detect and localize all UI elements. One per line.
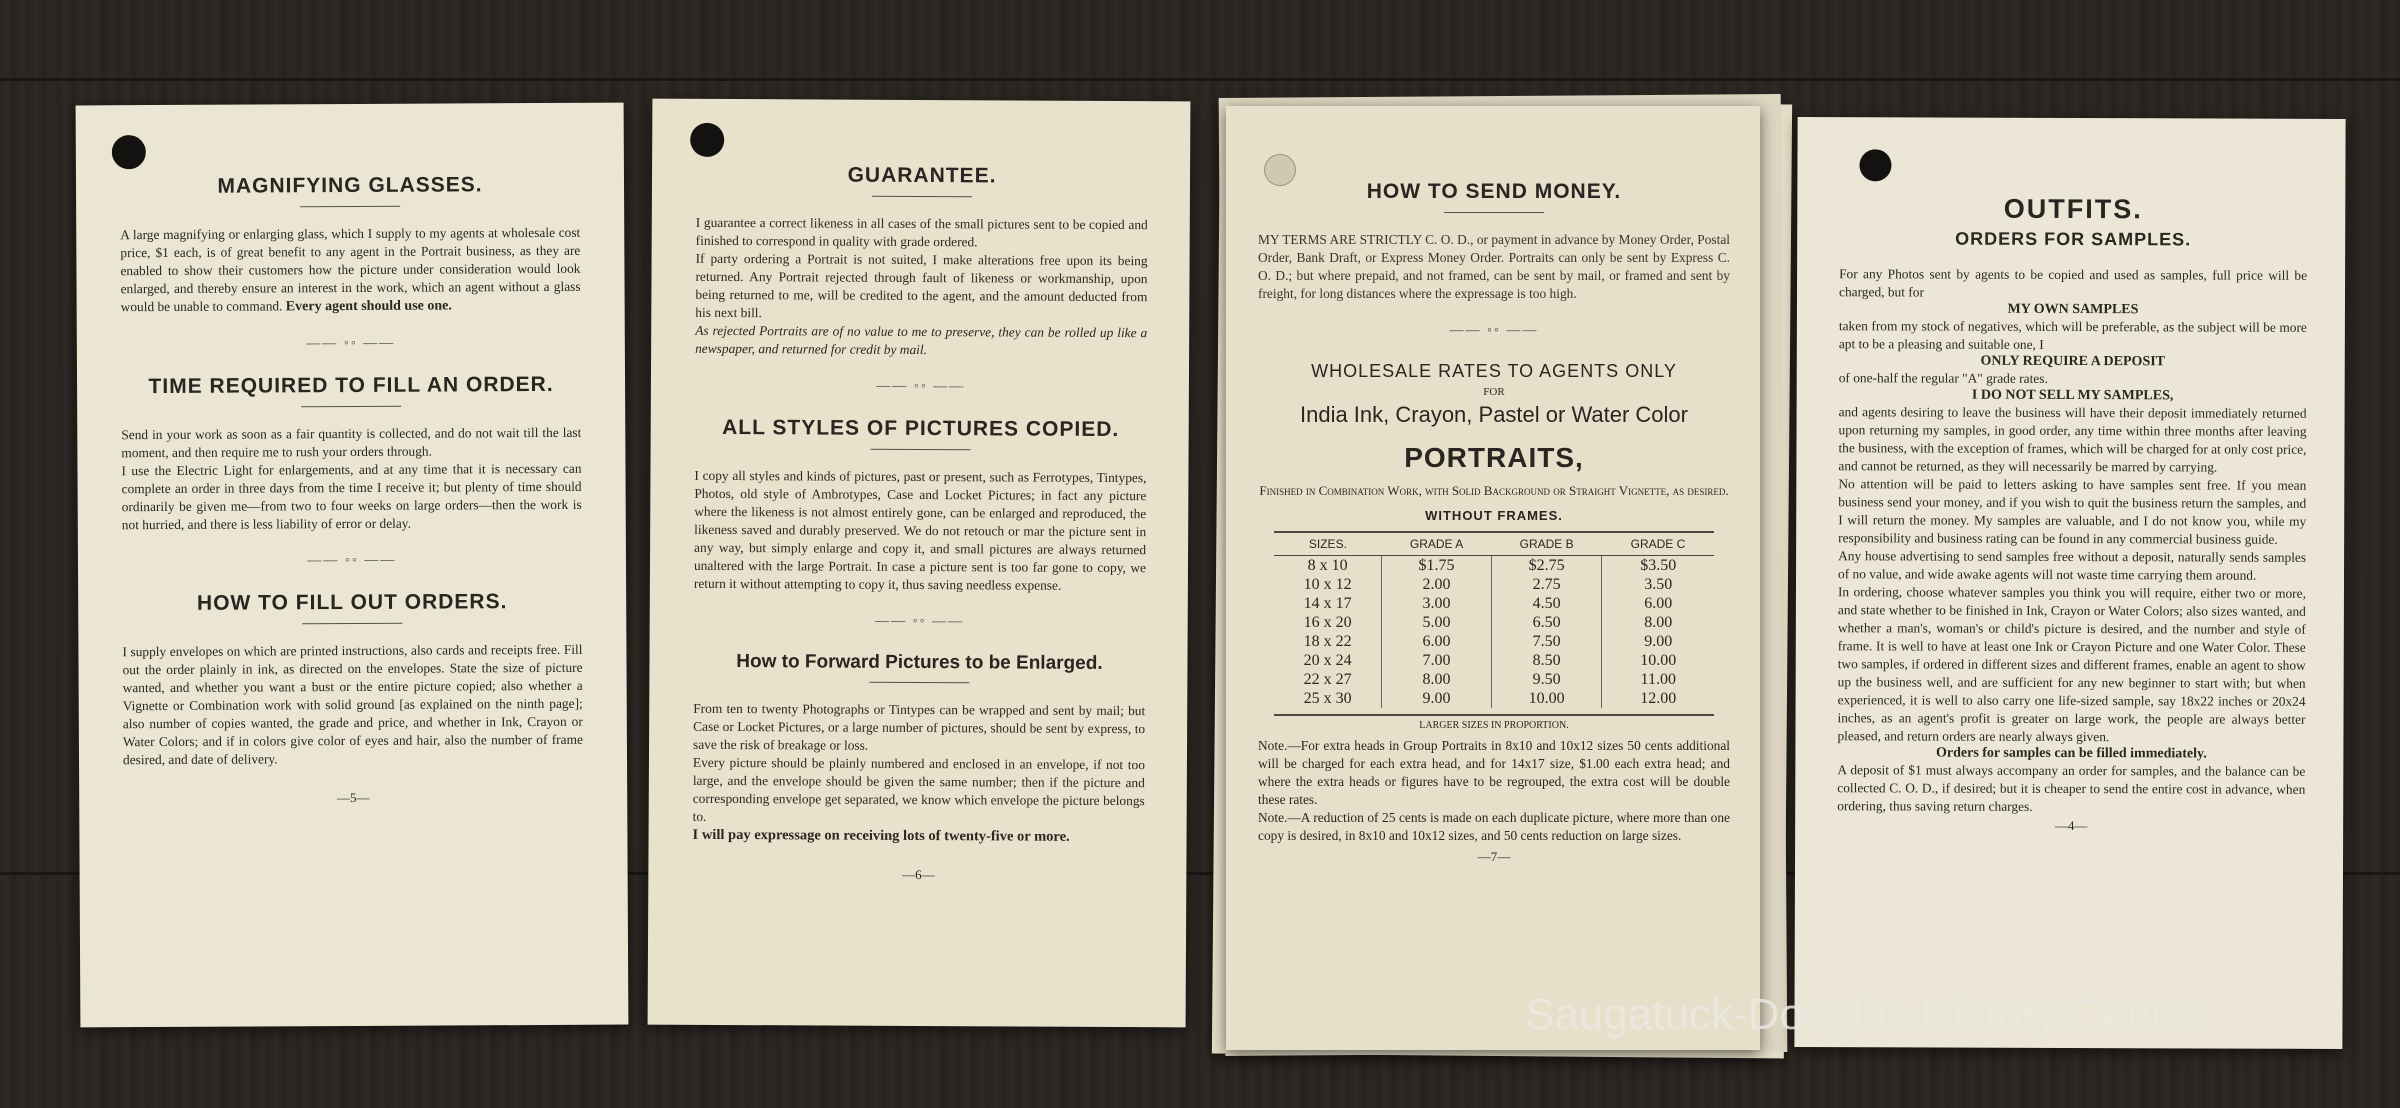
samples-text-7: In ordering, choose whatever samples you think you will require, either two or more, and state whether to be finished in Ink, Crayon or Water Colors; also sizes wanted, and whether a man's, woman's or child's picture is desired, and the number and style of frame. It is well to have at least one Ink or Crayon Picture and one Water Color. These two samples, if ordered in different sizes and different frames, enable an agent to show up the business well, and are sufficient for any new beginner to start with; but when experienced, it is well to also carry one life-sized sample, say 18x22 inches or 20x24 inches, as an agent's profit is greater on large work, the people are always better pleased, and return orders are nearly always given.: [1837, 584, 2306, 745]
wholesale-rates-heading: WHOLESALE RATES TO AGENTS ONLY: [1311, 361, 1677, 381]
for-label: FOR: [1483, 386, 1505, 398]
table-cell: $2.75: [1491, 556, 1602, 576]
ornament: —— ◦◦ ——: [307, 552, 397, 569]
divider: [872, 196, 972, 198]
ornament: —— ◦◦ ——: [306, 335, 396, 352]
table-cell: 20 x 24: [1303, 652, 1352, 669]
watermark: Saugatuck-Douglas History Center: [1525, 990, 2203, 1039]
table-row: [1274, 613, 1714, 632]
without-frames-label: WITHOUT FRAMES.: [1425, 508, 1563, 523]
col-header-grade-b: GRADE B: [1491, 532, 1602, 556]
divider: [300, 206, 400, 208]
table-cell: 10.00: [1602, 651, 1714, 670]
guarantee-text-2: If party ordering a Portrait is not suited, I make alterations free upon its being returned. Any Portrait rejected through fault of likeness or workmanship, upon being returned to me, will be credited to the agent, and the amount deducted from his next bill.: [695, 250, 1148, 321]
portraits-heading: PORTRAITS,: [1404, 442, 1584, 473]
rates-table: [1274, 531, 1714, 708]
forward-pictures-text-2: Every picture should be plainly numbered and enclosed in an envelope, if not too large, and the envelope should be given the same number; then if the picture and corresponding envelope get separated, we know which envelope the picture belongs to.: [692, 754, 1145, 824]
punch-hole: [1859, 149, 1891, 181]
table-cell: 10 x 12: [1303, 576, 1352, 593]
own-samples-label: MY OWN SAMPLES: [2007, 301, 2139, 318]
styles-copied-text: I copy all styles and kinds of pictures, past or present, such as Ferrotypes, Tintypes, Photos, old style of Ambrotypes, Case and Locket Pictures; in fact any picture where the likeness is not almost entirely gone, can be enlarged and reproduced, the likeness saved and durably preserved. We do not retouch or mar the picture sent in any way, but simply enlarge and copy it, and small pictures are always returned unaltered with the large Portrait. In case a picture sent is too far gone to copy, we return it without attempting to copy it, thus saving needless expense.: [693, 467, 1147, 593]
send-money-text: MY TERMS ARE STRICTLY C. O. D., or payment in advance by Money Order, Postal Order, Bank Draft, or Express Money Order. Portraits can only be sent by Express C. O. D.; but where prepaid, and not framed, can be sent by mail, or framed and sent by freight, for long distances where the expressage is too high.: [1258, 232, 1730, 301]
page-number: —7—: [1477, 849, 1511, 864]
table-cell: 6.00: [1382, 632, 1491, 651]
table-cell: 8 x 10: [1307, 557, 1348, 574]
time-required-text-2: I use the Electric Light for enlargements, and at any time that it is necessary can complete an order in three days from the time I receive it; but plenty of time should ordinarily be given me—from two to four weeks on large orders—then the work is not hurried, and there is less liability of error or delay.: [121, 460, 582, 533]
samples-text-1: For any Photos sent by agents to be copied and used as samples, full price will be charged, but for: [1838, 266, 2308, 300]
table-cell: 9.00: [1382, 689, 1491, 708]
table-cell: 9.50: [1491, 670, 1602, 689]
divider: [869, 682, 969, 684]
divider: [1444, 212, 1544, 213]
samples-text-8: A deposit of $1 must always accompany an order for samples, and the balance can be collected C. O. D., if desired; but it is cheaper to send the entire cost in advance, when ordering, thus saving return charges.: [1837, 762, 2306, 814]
ornament: —— ◦◦ ——: [1449, 323, 1539, 338]
do-not-sell-label: I DO NOT SELL MY SAMPLES,: [1971, 387, 2174, 404]
table-cell: 9.00: [1602, 632, 1714, 651]
table-cell: 5.00: [1382, 613, 1491, 632]
note-extra-heads: Note.—For extra heads in Group Portraits in 8x10 and 10x12 sizes 50 cents additional will be charged for each extra head, and for 14x17 size, $1.00 each extra head; and where the extra heads or figures have to be regrouped, the extra cost will be double these rates.: [1258, 738, 1730, 807]
deposit-label: ONLY REQUIRE A DEPOSIT: [1980, 353, 2166, 370]
table-cell: 22 x 27: [1303, 671, 1352, 688]
table-cell: 7.00: [1382, 651, 1491, 670]
table-header-row: [1274, 532, 1714, 556]
guarantee-heading: GUARANTEE.: [847, 163, 997, 188]
table-cell: 6.00: [1602, 594, 1714, 613]
table-row: [1274, 632, 1714, 651]
table-row: [1274, 689, 1714, 708]
table-cell: 3.50: [1602, 575, 1714, 594]
punch-hole: [1264, 154, 1296, 186]
table-cell: 10.00: [1491, 689, 1602, 708]
orders-samples-heading: ORDERS FOR SAMPLES.: [1955, 228, 2192, 250]
forward-pictures-text-1: From ten to twenty Photographs or Tintypes can be wrapped and sent by mail; but Case or Locket Pictures, or a large number of pictures, should be sent by express, to save the risk of breakage or loss.: [693, 700, 1146, 753]
divider: [301, 406, 401, 408]
plank-seam: [0, 78, 2400, 81]
note-duplicate: Note.—A reduction of 25 cents is made on each duplicate picture, where more than one copy is desired, in 8x10 and 10x12 sizes, and 50 cents reduction on large sizes.: [1258, 810, 1730, 843]
punch-hole: [690, 123, 724, 157]
expressage-text: I will pay expressage on receiving lots of twenty-five or more.: [692, 826, 1070, 845]
time-required-heading: TIME REQUIRED TO FILL AN ORDER.: [148, 372, 554, 399]
table-cell: 3.00: [1382, 594, 1491, 613]
table-cell: 2.75: [1491, 575, 1602, 594]
table-cell: 4.50: [1491, 594, 1602, 613]
send-money-heading: HOW TO SEND MONEY.: [1366, 180, 1622, 203]
table-cell: 8.50: [1491, 651, 1602, 670]
samples-text-4: and agents desiring to leave the business will have their deposit immediately returned upon returning my samples, in good order, any time within three months after leaving the business, with the exception of frames, which will be charged for at only cost price, and cannot be returned, as they will necessarily be marred by carrying.: [1838, 404, 2307, 475]
time-required-text-1: Send in your work as soon as a fair quantity is collected, and do not wait till the last moment, and then require me to rush your orders through.: [121, 424, 582, 461]
table-row: [1274, 575, 1714, 594]
larger-sizes-note: LARGER SIZES IN PROPORTION.: [1274, 714, 1714, 731]
table-row: [1274, 594, 1714, 613]
table-cell: 6.50: [1491, 613, 1602, 632]
page-7: [1226, 106, 1760, 1050]
table-cell: 8.00: [1602, 613, 1714, 632]
table-row: [1274, 670, 1714, 689]
ornament: —— ◦◦ ——: [875, 613, 965, 630]
page-5: [76, 103, 629, 1028]
table-cell: 12.00: [1602, 689, 1714, 708]
table-cell: 18 x 22: [1303, 633, 1352, 650]
fill-orders-heading: HOW TO FILL OUT ORDERS.: [196, 590, 508, 615]
table-cell: 8.00: [1382, 670, 1491, 689]
filled-immediately-label: Orders for samples can be filled immediately.: [1935, 745, 2207, 762]
styles-copied-heading: ALL STYLES OF PICTURES COPIED.: [722, 415, 1120, 442]
outfits-heading: OUTFITS.: [2003, 193, 2143, 225]
samples-text-3: of one-half the regular "A" grade rates.: [1838, 370, 2048, 386]
magnifying-glasses-heading: MAGNIFYING GLASSES.: [217, 173, 483, 198]
magnifying-glasses-text: A large magnifying or enlarging glass, which I supply to my agents at wholesale cost price, $1 each, is of great benefit to any agent in the Portrait business, as they are enabled to show their customers how the picture under consideration would look enlarged, and thereby ensure an interest in the work, which an agent without a glass would be unable to command. Every agent should use one.: [120, 224, 581, 315]
page-number: —4—: [2054, 817, 2088, 834]
media-heading: India Ink, Crayon, Pastel or Water Color: [1299, 402, 1688, 427]
samples-text-2: taken from my stock of negatives, which will be preferable, as the subject will be more apt to be a pleasing and suitable one, I: [1838, 318, 2307, 352]
page-number: —5—: [336, 789, 370, 806]
page-6: [648, 99, 1191, 1028]
page-4: [1794, 117, 2345, 1049]
divider: [871, 449, 971, 451]
table-cell: 7.50: [1491, 632, 1602, 651]
col-header-sizes: SIZES.: [1274, 532, 1382, 556]
col-header-grade-c: GRADE C: [1602, 532, 1714, 556]
table-cell: 25 x 30: [1303, 690, 1352, 707]
table-row: [1274, 556, 1714, 576]
samples-text-6: Any house advertising to send samples free without a deposit, naturally sends samples of no value, and wide awake agents will not waste time carrying them around.: [1838, 548, 2307, 583]
col-header-grade-a: GRADE A: [1382, 532, 1491, 556]
punch-hole: [112, 135, 146, 169]
samples-text-5: No attention will be paid to letters asking to have samples sent free. If you mean business send your money, and if you wish to quit the business return the samples, and I will return the money. My samples are valuable, and I do not know you, while my responsibility and business rating can be found in any commercial business guide.: [1838, 476, 2307, 547]
guarantee-text-3: As rejected Portraits are of no value to me to preserve, they can be rolled up like a newspaper, and returned for credit by mail.: [695, 322, 1148, 358]
table-cell: 14 x 17: [1303, 595, 1352, 612]
guarantee-text-1: I guarantee a correct likeness in all cases of the small pictures sent to be copied and finished to correspond in quality with grade ordered.: [695, 214, 1148, 250]
table-cell: 2.00: [1382, 575, 1491, 594]
table-cell: $1.75: [1382, 556, 1491, 576]
table-cell: 16 x 20: [1303, 614, 1352, 631]
forward-pictures-heading: How to Forward Pictures to be Enlarged.: [736, 651, 1103, 674]
divider: [302, 623, 402, 625]
page-number: —6—: [902, 866, 935, 883]
fill-orders-text: I supply envelopes on which are printed instructions, also cards and receipts free. Fill out the order plainly in ink, as directed on the envelopes. State the size of picture wanted, and whether you want a bust or the entire picture copied; also whether a Vignette or Combination work with solid ground [as explained on the ninth page]; also number of copies wanted, the grade and price, and whether in Ink, Crayon or Water Colors; and if in colors give color of eyes and hair, also the number of frame desired, and date of delivery.: [122, 641, 583, 768]
table-row: [1274, 651, 1714, 670]
table-cell: $3.50: [1602, 556, 1714, 576]
table-cell: 11.00: [1602, 670, 1714, 689]
finished-text: Finished in Combination Work, with Solid Background or Straight Vignette, as desired.: [1259, 483, 1729, 498]
ornament: —— ◦◦ ——: [876, 378, 966, 395]
